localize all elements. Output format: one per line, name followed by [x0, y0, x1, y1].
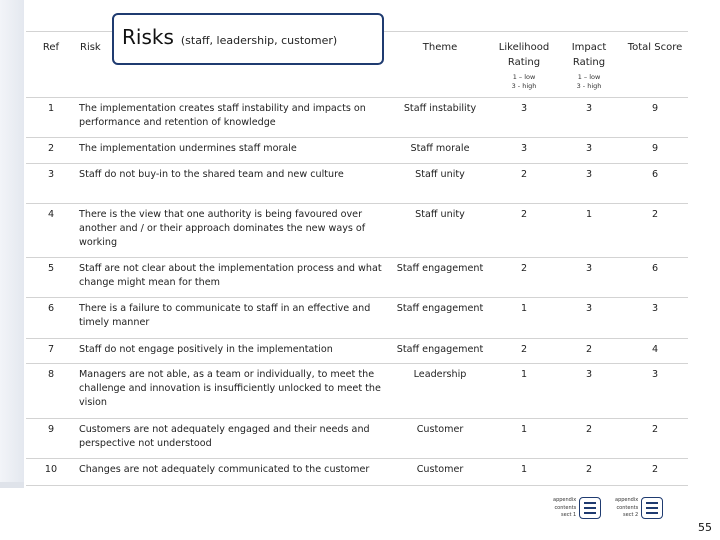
- risk-cell: Staff are not clear about the implementation process and what change might mean for them: [76, 258, 388, 298]
- risk-cell: The implementation creates staff instability and impacts on performance and retention of knowledge: [76, 98, 388, 138]
- appendix-contents-sect1-link[interactable]: appendix contents sect 1: [553, 497, 601, 520]
- total-cell: 2: [622, 419, 688, 459]
- total-cell: 2: [622, 459, 688, 486]
- theme-cell: Staff engagement: [388, 339, 492, 364]
- impact-cell: 3: [556, 98, 622, 138]
- table-row: [26, 164, 688, 204]
- appendix-contents-sect2-link[interactable]: appendix contents sect 2: [615, 497, 663, 520]
- header-total: Total Score: [622, 32, 688, 98]
- ref-cell: 3: [26, 164, 76, 204]
- theme-cell: Staff instability: [388, 98, 492, 138]
- likelihood-cell: 1: [492, 459, 556, 486]
- ref-cell: 7: [26, 339, 76, 364]
- risk-cell: Managers are not able, as a team or individually, to meet the challenge and innovation is insufficiently unlocked to meet the vision: [76, 364, 388, 419]
- page-number: 55: [698, 521, 712, 534]
- header-ref: Ref: [26, 32, 76, 98]
- total-cell: 6: [622, 258, 688, 298]
- total-cell: 4: [622, 339, 688, 364]
- total-cell: 2: [622, 204, 688, 258]
- impact-cell: 2: [556, 339, 622, 364]
- contents-list-icon[interactable]: [579, 497, 601, 519]
- impact-cell: 2: [556, 419, 622, 459]
- header-theme: Theme: [388, 32, 492, 98]
- risk-cell: There is a failure to communicate to staff in an effective and timely manner: [76, 298, 388, 339]
- likelihood-cell: 2: [492, 164, 556, 204]
- table-row: [26, 298, 688, 339]
- table-row: [26, 138, 688, 164]
- risk-cell: Changes are not adequately communicated to the customer: [76, 459, 388, 486]
- ref-cell: 2: [26, 138, 76, 164]
- theme-cell: Staff morale: [388, 138, 492, 164]
- theme-cell: Staff engagement: [388, 298, 492, 339]
- likelihood-cell: 1: [492, 298, 556, 339]
- left-decorative-bar: [0, 0, 24, 486]
- likelihood-cell: 1: [492, 419, 556, 459]
- theme-cell: Customer: [388, 419, 492, 459]
- likelihood-cell: 3: [492, 98, 556, 138]
- impact-cell: 2: [556, 459, 622, 486]
- risk-cell: Customers are not adequately engaged and their needs and perspective not understood: [76, 419, 388, 459]
- page-title: Risks: [122, 25, 174, 49]
- likelihood-cell: 2: [492, 258, 556, 298]
- table-row: [26, 364, 688, 419]
- impact-cell: 3: [556, 298, 622, 339]
- theme-cell: Leadership: [388, 364, 492, 419]
- page-subtitle: (staff, leadership, customer): [180, 34, 338, 47]
- impact-cell: 3: [556, 364, 622, 419]
- likelihood-cell: 2: [492, 204, 556, 258]
- impact-scale-low: 1 – low: [577, 73, 601, 81]
- impact-cell: 3: [556, 258, 622, 298]
- contents-list-icon[interactable]: [641, 497, 663, 519]
- header-impact: Impact Rating 1 – low 3 - high: [556, 32, 622, 98]
- table-row: [26, 258, 688, 298]
- impact-scale-high: 3 - high: [576, 81, 602, 90]
- theme-cell: Staff unity: [388, 164, 492, 204]
- table-row: [26, 459, 688, 486]
- table-row: [26, 98, 688, 138]
- impact-cell: 3: [556, 138, 622, 164]
- risk-cell: Staff do not buy-in to the shared team and new culture: [76, 164, 388, 204]
- risk-cell: There is the view that one authority is being favoured over another and / or their approach dominates the new ways of working: [76, 204, 388, 258]
- risk-table: [26, 31, 688, 486]
- ref-cell: 8: [26, 364, 76, 419]
- table-row: [26, 339, 688, 364]
- ref-cell: 1: [26, 98, 76, 138]
- theme-cell: Staff unity: [388, 204, 492, 258]
- header-risk: Risk: [76, 32, 388, 98]
- ref-cell: 5: [26, 258, 76, 298]
- impact-cell: 3: [556, 164, 622, 204]
- risk-cell: The implementation undermines staff morale: [76, 138, 388, 164]
- impact-cell: 1: [556, 204, 622, 258]
- likelihood-scale-high: 3 - high: [511, 81, 537, 90]
- risk-cell: Staff do not engage positively in the implementation: [76, 339, 388, 364]
- total-cell: 9: [622, 98, 688, 138]
- total-cell: 6: [622, 164, 688, 204]
- left-bar-base: [0, 482, 24, 488]
- theme-cell: Customer: [388, 459, 492, 486]
- likelihood-cell: 1: [492, 364, 556, 419]
- table-row: [26, 419, 688, 459]
- likelihood-cell: 2: [492, 339, 556, 364]
- total-cell: 9: [622, 138, 688, 164]
- total-cell: 3: [622, 298, 688, 339]
- header-likelihood: Likelihood Rating 1 – low 3 - high: [492, 32, 556, 98]
- ref-cell: 4: [26, 204, 76, 258]
- title-box: [112, 13, 384, 65]
- total-cell: 3: [622, 364, 688, 419]
- ref-cell: 9: [26, 419, 76, 459]
- theme-cell: Staff engagement: [388, 258, 492, 298]
- table-row: [26, 204, 688, 258]
- likelihood-scale-low: 1 – low: [512, 73, 536, 81]
- ref-cell: 6: [26, 298, 76, 339]
- ref-cell: 10: [26, 459, 76, 486]
- likelihood-cell: 3: [492, 138, 556, 164]
